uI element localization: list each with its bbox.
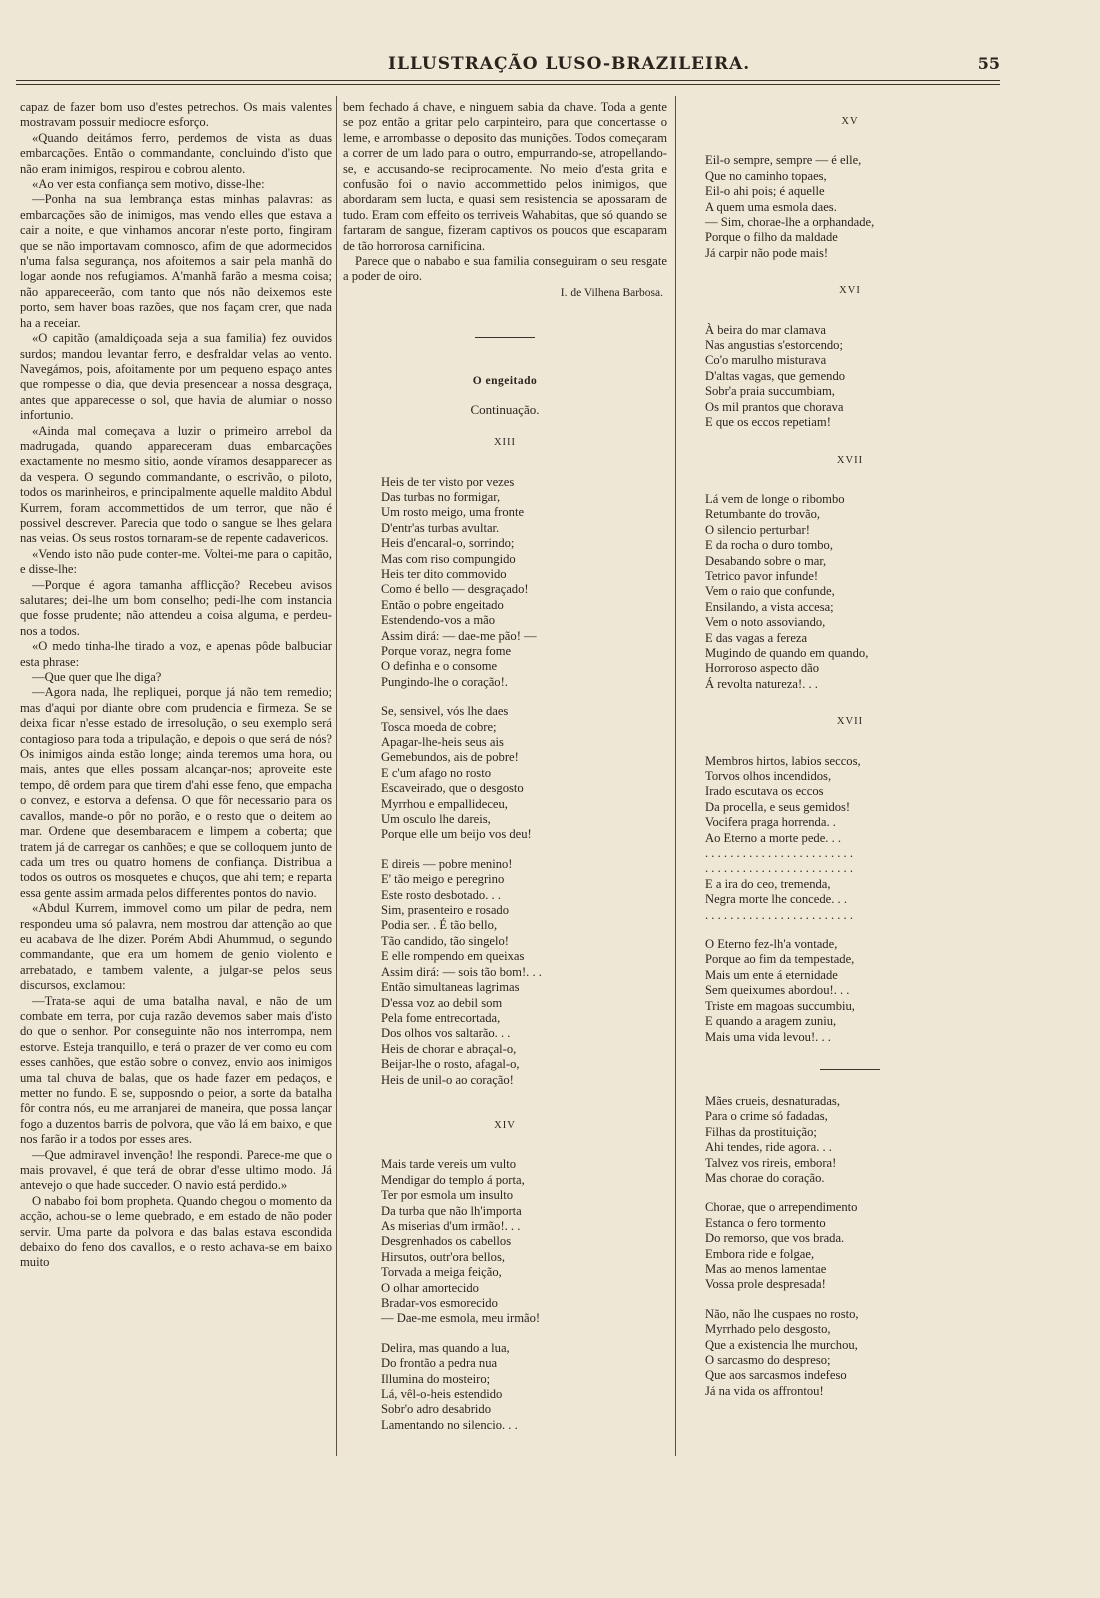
paragraph: Parece que o nababo e sua familia conseguiram o seu resgate a poder de oiro.: [343, 254, 667, 284]
page-number: 55: [977, 54, 1000, 73]
verse-line: Porque o filho da maldade: [705, 230, 838, 245]
verse-line: Desgrenhados os cabellos: [381, 1234, 512, 1249]
verse-line: Já na vida os affrontou!: [705, 1383, 824, 1398]
paragraph: —Trata-se aqui de uma batalha naval, e não de um combate em terra, por cuja razão devemos saber mais d'isto do que o senhor. Por conseguinte não nos interrompa, nem estorve. Esteja tranquillo, e terá o prazer de ver como eu com esses canhões, que estão sobre o convez, envio aos inimigos uma tal chuva de balas, que os hade fazer em pedaços, e metter no fundo. E se, supposndo o peior, a sorte da batalha fôr contra nós, eu me arranjarei de maneira, que possa lançar fogo a duzentos barris de polvora, que vão lá em baixo, e que nos farão ir a todos por esses ares.: [20, 993, 332, 1147]
verse-line: Embora ride e folgae,: [705, 1246, 815, 1261]
verse-line: Que no caminho topaes,: [705, 168, 827, 183]
verse-line: Os mil prantos que chorava: [705, 399, 844, 414]
verse-line: E' tão meigo e peregrino: [381, 872, 505, 887]
verse-line: Mas com riso compungido: [381, 551, 516, 566]
verse-line: D'essa voz ao debil som: [381, 995, 503, 1010]
verse-line: E quando a aragem zuniu,: [705, 1014, 837, 1029]
stanza: [343, 1341, 667, 1433]
verse-line: Delira, mas quando a lua,: [381, 1340, 510, 1355]
section-number: XVII: [836, 454, 864, 466]
poem-title: O engeitado: [472, 375, 538, 388]
verse-line: Retumbante do trovão,: [705, 507, 821, 522]
verse-line: Ter por esmola um insulto: [381, 1188, 514, 1203]
verse-line: Negra morte lhe concede. . .: [705, 892, 847, 907]
verse-line: Podia ser. . É tão bello,: [381, 918, 498, 933]
paragraph: «O medo tinha-lhe tirado a voz, e apenas pôde balbuciar esta phrase:: [20, 639, 332, 669]
paragraph: capaz de fazer bom uso d'estes petrechos. Os mais valentes mostravam possuir mediocre esforço.: [20, 100, 332, 130]
verse-line: Mais tarde vereis um vulto: [381, 1157, 517, 1172]
verse-line: Mais um ente á eternidade: [705, 967, 838, 982]
stanza: [705, 153, 995, 261]
stanza: [705, 754, 995, 923]
verse-line: Myrrhou e empallideceu,: [381, 796, 508, 811]
verse-line: O sarcasmo do despreso;: [705, 1353, 831, 1367]
verse-line: E c'um afago no rosto: [381, 765, 491, 780]
verse-line: Filhas da prostituição;: [705, 1124, 817, 1139]
stanza: [705, 937, 995, 1045]
stanza: [343, 704, 667, 843]
journal-title: ILLUSTRAÇÃO LUSO-BRAZILEIRA.: [388, 54, 751, 74]
paragraph: «O capitão (amaldiçoada seja a sua familia) fez ouvidos surdos; mandou levantar ferro, e desfraldar velas ao vento. Navegámos, pois, afoitamente por um pequeno espaço antes que rompesse o dia, que devia presencear a nossa desgraça, antes que apparecesse o sol, que havia de alumiar o nosso infortunio.: [20, 331, 332, 423]
left-column: [20, 100, 332, 1271]
author-signature: I. de Vilhena Barbosa.: [560, 286, 663, 299]
page-header: [16, 50, 1000, 82]
verse-line: Heis d'encaral-o, sorrindo;: [381, 536, 515, 551]
verse-line: O Eterno fez-lh'a vontade,: [705, 937, 838, 952]
verse-line: Vem o noto assoviando,: [705, 615, 826, 630]
verse-line: E direis — pobre menino!: [381, 856, 513, 871]
verse-line: Lamentando no silencio. . .: [381, 1417, 518, 1432]
header-rule: [16, 80, 1000, 81]
verse-line: E da rocha o duro tombo,: [705, 538, 834, 553]
paragraph: —Agora nada, lhe repliquei, porque já não tem remedio; mas d'aqui por diante obre com prudencia e firmeza. Se se deixa ficar n'esse estado de irresolução, o seu exemplo será contagioso para toda a tripulação, e depois o que será de nós? Os inimigos ainda estão longe; ainda teremos uma hora, ou mais, antes que elles possam alcançar-nos; aproveite este tempo, dê ordem para que tirem d'ahi esse feno, que empacha o convez, e estorva a defensa. O que fôr necessario para os cavallos, mande-o pôr no porão, e o resto que o deitem ao mar. Ordene que desembaracem e limpem a coberta; que tratem já de carregar os canhões; e que se colloquem junto de cada um tres ou quatro homens de confiança. Distribua a todos os outros os mosquetes e chuços, que ahi tem; e reparta essa gente assim armada pelos differentes pontos do navio.: [20, 685, 332, 900]
section-number: XVI: [839, 285, 861, 297]
paragraph: «Vendo isto não pude conter-me. Voltei-me para o capitão, e disse-lhe:: [20, 546, 332, 577]
stanza: [705, 1200, 995, 1292]
verse-line: Triste em magoas succumbiu,: [705, 998, 855, 1013]
verse-line: Horroroso aspecto dão: [705, 661, 820, 676]
verse-line: Da procella, e seus gemidos!: [705, 799, 851, 814]
verse-line: Lá vem de longe o ribombo: [705, 491, 845, 506]
verse-line: Sobr'o adro desabrido: [381, 1402, 491, 1417]
paragraph: —Porque é agora tamanha afflicção? Recebeu avisos salutares; dei-lhe um bom conselho; pedi-lhe com instancia que fosse prudente; não attendeu a coisa alguma, e perdeu-nos a todos.: [20, 577, 332, 638]
stanza: [705, 1307, 995, 1399]
verse-line: Mais uma vida levou!. . .: [705, 1029, 831, 1044]
stanza: [343, 857, 667, 1088]
verse-line: Chorae, que o arrependimento: [705, 1200, 858, 1215]
verse-line: Um rosto meigo, uma fronte: [381, 505, 525, 520]
verse-line: Ensilando, a vista accesa;: [705, 599, 834, 614]
verse-line: E que os eccos repetiam!: [705, 415, 831, 430]
verse-line: Tão candido, tão singelo!: [381, 933, 509, 948]
stanza: [705, 492, 995, 692]
verse-line: Torvada a meiga feição,: [381, 1265, 502, 1280]
verse-line: Bradar-vos esmorecido: [381, 1296, 498, 1310]
stanza: [343, 475, 667, 691]
verse-line: — Dae-me esmola, meu irmão!: [381, 1311, 541, 1326]
verse-line: . . . . . . . . . . . . . . . . . . . . . . . .: [705, 861, 853, 876]
verse-line: Que a existencia lhe murchou,: [705, 1337, 858, 1352]
verse-line: Vem o raio que confunde,: [705, 584, 835, 599]
verse-line: . . . . . . . . . . . . . . . . . . . . . . . .: [705, 907, 853, 922]
verse-line: Desabando sobre o mar,: [705, 553, 827, 568]
verse-line: Illumina do mosteiro;: [381, 1371, 491, 1386]
verse-line: Mugindo de quando em quando,: [705, 645, 869, 660]
verse-line: Heis de ter visto por vezes: [381, 474, 515, 489]
verse-line: Torvos olhos incendidos,: [705, 769, 832, 783]
verse-line: D'entr'as turbas avultar.: [381, 520, 500, 535]
verse-line: As miserias d'um irmão!. . .: [381, 1218, 521, 1233]
verse-line: Porque elle um beijo vos deu!: [381, 827, 532, 842]
verse-line: Tetrico pavor infunde!: [705, 568, 819, 583]
verse-line: Co'o marulho misturava: [705, 353, 827, 368]
verse-line: Vossa prole despresada!: [705, 1277, 826, 1292]
verse-line: Ahi tendes, ride agora. . .: [705, 1140, 832, 1155]
section-number: XV: [841, 116, 859, 127]
verse-line: Estendendo-vos a mão: [381, 613, 496, 628]
verse-line: Um osculo lhe dareis,: [381, 812, 491, 827]
verse-line: Dos olhos vos saltarão. . .: [381, 1026, 511, 1041]
verse-line: Pela fome entrecortada,: [381, 1010, 501, 1025]
verse-line: Estanca o fero tormento: [705, 1215, 826, 1230]
paragraph: «Abdul Kurrem, immovel como um pilar de pedra, nem respondeu uma só palavra, nem mostrou dar attenção ao que eu acabava de lhe dizer. Porém Abdi Ahummud, o segundo commandante, que era um homem de genio violento e arrebatado, e tambem valente, a julgar-se pelos seus discursos, exclamou:: [20, 901, 332, 993]
verse-line: Que aos sarcasmos indefeso: [705, 1368, 847, 1383]
paragraph: «Quando deitámos ferro, perdemos de vista as duas embarcações. Então o commandante, concluindo d'isto que não eram inimigos, respirou e cobrou alento.: [20, 130, 332, 176]
section-number: XIV: [494, 1119, 516, 1131]
paragraph: —Que admiravel invenção! lhe respondi. Parece-me que o mais provavel, é que terá de obrar d'esse ultimo modo. Já antevejo o que hade succeder. O navio está perdido.»: [20, 1147, 332, 1193]
verse-line: Sem queixumes abordou!. . .: [705, 983, 850, 998]
verse-line: Tosca moeda de cobre;: [381, 719, 497, 734]
stanza: [343, 1157, 667, 1326]
section-number: XVII: [836, 716, 864, 728]
verse-line: Assim dirá: — sois tão bom!. . .: [381, 964, 542, 979]
verse-line: D'altas vagas, que gemendo: [705, 368, 846, 383]
verse-line: Talvez vos rireis, embora!: [705, 1155, 837, 1170]
verse-line: Das turbas no formigar,: [381, 489, 501, 504]
verse-line: Myrrhado pelo desgosto,: [705, 1322, 831, 1337]
verse-line: O definha e o consome: [381, 659, 498, 674]
verse-line: Á revolta natureza!. . .: [705, 676, 818, 691]
verse-line: . . . . . . . . . . . . . . . . . . . . . . . .: [705, 846, 853, 861]
verse-line: Eil-o sempre, sempre — é elle,: [705, 153, 862, 168]
verse-line: Apagar-lhe-heis seus ais: [381, 735, 504, 749]
paragraph: «Ainda mal começava a luzir o primeiro arrebol da madrugada, quando appareceram duas embarcações exactamente no mesmo sitio, aonde víramos desapparecer as da vespera. O segundo commandante, o escrivão, o piloto, todos os marinheiros, e principalmente aquelle maldito Abdul Kurrem, foram accommettidos de um terror, que não é possivel descrever. Parecia que todo o sangue se lhes gelara nas veias. Os seus rostos tornaram-se de repente cadavericos.: [20, 423, 332, 546]
verse-line: Sobr'a praia succumbiam,: [705, 384, 835, 399]
verse-line: Assim dirá: — dae-me pão! —: [381, 628, 537, 643]
verse-line: Irado escutava os eccos: [705, 784, 824, 799]
verse-line: Do remorso, que vos brada.: [705, 1231, 845, 1246]
paragraph: «Ao ver esta confiança sem motivo, disse-lhe:: [32, 177, 265, 192]
verse-line: Gemebundos, ais de pobre!: [381, 750, 519, 765]
verse-line: Como é bello — desgraçado!: [381, 582, 529, 597]
verse-line: Porque ao fim da tempestade,: [705, 952, 855, 967]
verse-line: Membros hirtos, labios seccos,: [705, 753, 861, 768]
verse-line: Escaveirado, que o desgosto: [381, 781, 524, 796]
verse-line: À beira do mar clamava: [705, 322, 826, 337]
column-divider-right: [675, 96, 676, 1456]
paragraph: —Ponha na sua lembrança estas minhas palavras: as embarcações são de inimigos, mas vendo elles que estava a cair a noite, e que vinhamos ancorar n'este porto, fingiram que se não importavam comnosco, afim de que adormecidos n'uma falsa segurança, nos afoitemos a sair pela manhã do logar aonde nos refugiamos. A'manhã farão a mesma coisa; não appareceerão, com tanto que nós não deixemos este porto, sem haver boas razões, que nos façam crer, que nada ha a receiar.: [20, 192, 332, 330]
verse-line: Heis de unil-o ao coração!: [381, 1072, 514, 1087]
header-rule-second: [16, 84, 1000, 85]
verse-line: Heis ter dito commovido: [381, 566, 507, 581]
verse-line: Mendigar do templo á porta,: [381, 1172, 525, 1187]
stanza: [705, 1094, 995, 1186]
verse-line: E das vagas a fereza: [705, 630, 808, 645]
verse-line: Vocifera praga horrenda. .: [705, 815, 836, 830]
verse-line: Hirsutos, outr'ora bellos,: [381, 1249, 505, 1264]
verse-line: Porque voraz, negra fome: [381, 643, 512, 658]
section-separator: [475, 337, 535, 338]
verse-line: Eil-o ahi pois; é aquelle: [705, 184, 825, 199]
verse-line: Ao Eterno a morte pede. . .: [705, 830, 842, 845]
verse-line: Heis de chorar e abraçal-o,: [381, 1041, 517, 1056]
verse-line: Beijar-lhe o rosto, afagal-o,: [381, 1057, 520, 1072]
verse-line: Nas angustias s'estorcendo;: [705, 338, 843, 353]
verse-line: Da turba que não lh'importa: [381, 1203, 522, 1218]
verse-line: Lá, vêl-o-heis estendido: [381, 1387, 503, 1402]
verse-line: Então o pobre engeitado: [381, 597, 504, 612]
verse-line: Pungindo-lhe o coração!.: [381, 674, 508, 689]
verse-line: E elle rompendo em queixas: [381, 949, 525, 964]
verse-line: Sim, prasenteiro e rosado: [381, 903, 510, 918]
right-column: [705, 100, 995, 1413]
paragraph: —Que quer que lhe diga?: [32, 670, 162, 685]
middle-column: [343, 100, 667, 1447]
verse-line: Do frontão a pedra nua: [381, 1356, 498, 1371]
verse-line: — Sim, chorae-lhe a orphandade,: [705, 215, 875, 230]
poem-subtitle: Continuação.: [470, 401, 540, 417]
verse-line: Não, não lhe cuspaes no rosto,: [705, 1306, 859, 1321]
verse-line: Este rosto desbotado. . .: [381, 887, 501, 902]
verse-line: Mães crueis, desnaturadas,: [705, 1093, 840, 1108]
stanza: [705, 323, 995, 431]
verse-line: O silencio perturbar!: [705, 522, 810, 537]
paragraph: O nababo foi bom propheta. Quando chegou o momento da acção, achou-se o leme quebrado, e em estado de não poder servir. Uma parte da polvora e das balas estava escondida debaixo do feno dos cavallos, e o resto achava-se em baixo muito: [20, 1193, 332, 1270]
verse-line: Mas ao menos lamentae: [705, 1261, 827, 1276]
verse-line: Se, sensivel, vós lhe daes: [381, 704, 509, 719]
verse-line: E a ira do ceo, tremenda,: [705, 876, 831, 891]
verse-line: Mas chorae do coração.: [705, 1170, 825, 1185]
verse-line: Então simultaneas lagrimas: [381, 980, 520, 995]
verse-line: Já carpir não pode mais!: [705, 245, 829, 260]
column-divider-left: [336, 96, 337, 1456]
verse-line: Para o crime só fadadas,: [705, 1109, 828, 1124]
verse-line: A quem uma esmola daes.: [705, 199, 837, 214]
section-separator: [820, 1069, 880, 1070]
paragraph: bem fechado á chave, e ninguem sabia da chave. Toda a gente se poz então a gritar pelo carpinteiro, para que concertasse o leme, e arrombasse o deposito das munições. Todos começaram a correr de um lado para o outro, empurrando-se, atropellando-se, e accusando-se reciprocamente. No meio d'esta grita e confusão foi o navio accommettido pelos inimigos, que abordaram sem lucta, e quasi sem resistencia se apossaram de tudo. Eram com effeito os terriveis Wahabitas, que só quando se fartaram de sangue, fizeram captivos os poucos que escaparam de tão horrorosa carnificina.: [343, 100, 667, 253]
verse-line: O olhar amortecido: [381, 1280, 479, 1295]
article-continuation: [343, 100, 667, 301]
section-number: XIII: [493, 437, 517, 449]
